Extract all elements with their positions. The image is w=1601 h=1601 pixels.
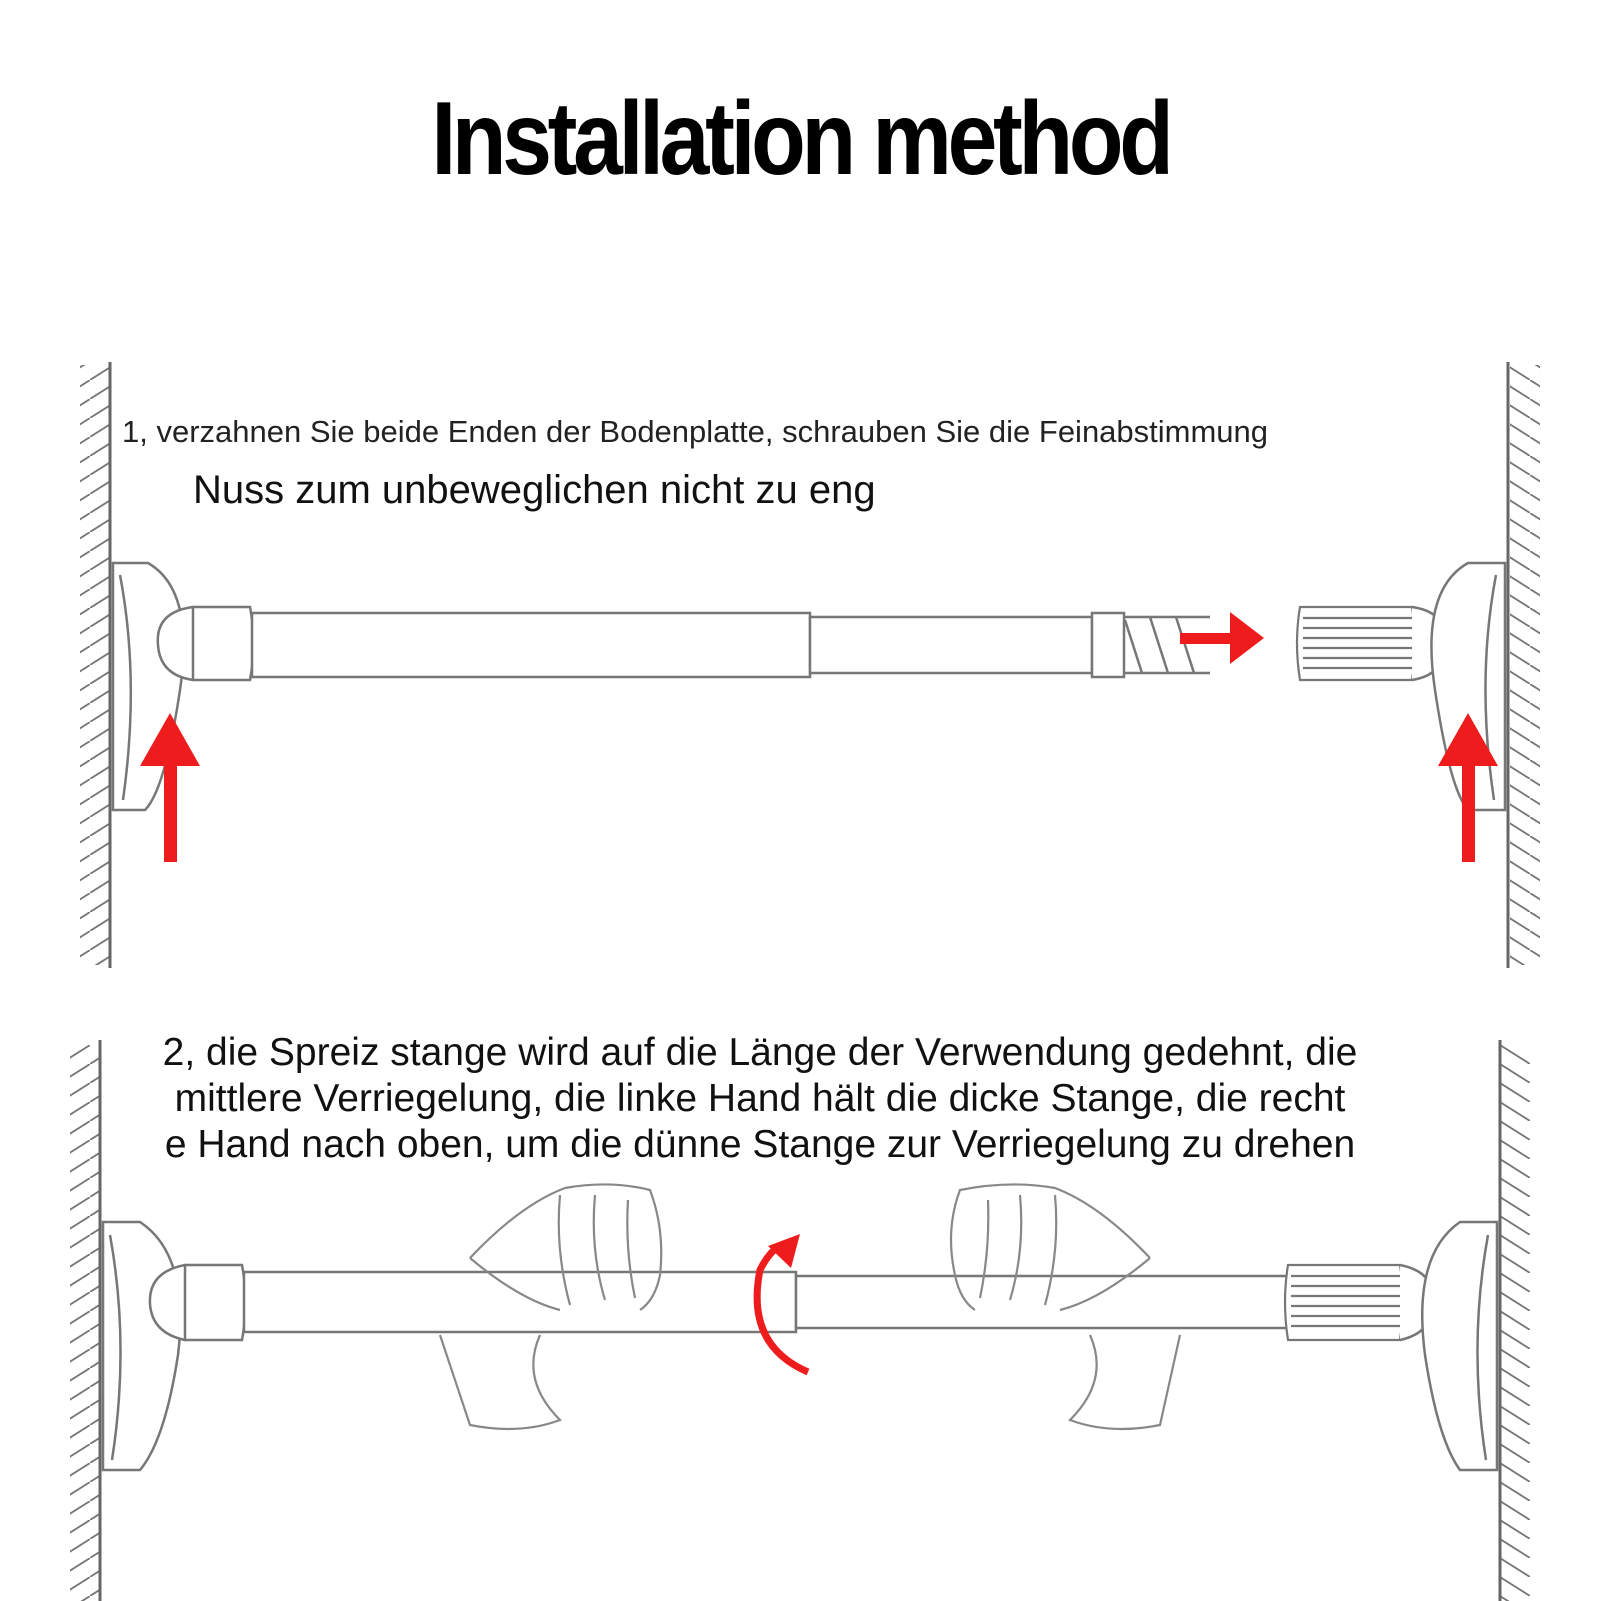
step1-right-base-plate [1412, 563, 1505, 810]
step1-left-wall [80, 362, 110, 968]
step2-left-wall [70, 1040, 100, 1601]
step2-instruction [110, 1030, 1410, 1168]
step1-screw-thread [1124, 617, 1210, 673]
step1-left-end-cap [193, 607, 254, 680]
step1-thick-tube [252, 613, 810, 677]
step2-right-wall [1500, 1040, 1530, 1601]
step1-instruction-line-1: 1, verzahnen Sie beide Enden der Bodenplatte, schrauben Sie die Feinabstimmung [122, 414, 1269, 449]
page-title: Installation method [431, 81, 1170, 197]
step2-thick-tube [244, 1272, 796, 1332]
step2-instruction-line-1: 2, die Spreiz stange wird auf die Länge der Verwendung gedehnt, die [162, 1031, 1358, 1074]
step1-instruction-line-2: Nuss zum unbeweglichen nicht zu eng [193, 468, 876, 512]
step1-left-base-plate [113, 563, 193, 810]
step1-thin-tube [810, 613, 1124, 677]
step2-adjustment-nut [1285, 1265, 1403, 1340]
step2-left-base-plate [103, 1222, 246, 1470]
step1-right-wall [1508, 362, 1540, 968]
step2-right-base-plate [1400, 1222, 1497, 1470]
step2-thin-tube [796, 1276, 1288, 1328]
step1-push-arrow-right [1180, 612, 1264, 664]
step2-instruction-line-3: e Hand nach oben, um die dünne Stange zur Verriegelung zu drehen [164, 1123, 1356, 1166]
step1-adjustment-nut [1297, 607, 1415, 680]
step2-instruction-line-2: mittlere Verriegelung, die linke Hand hält die dicke Stange, die recht [174, 1077, 1346, 1120]
